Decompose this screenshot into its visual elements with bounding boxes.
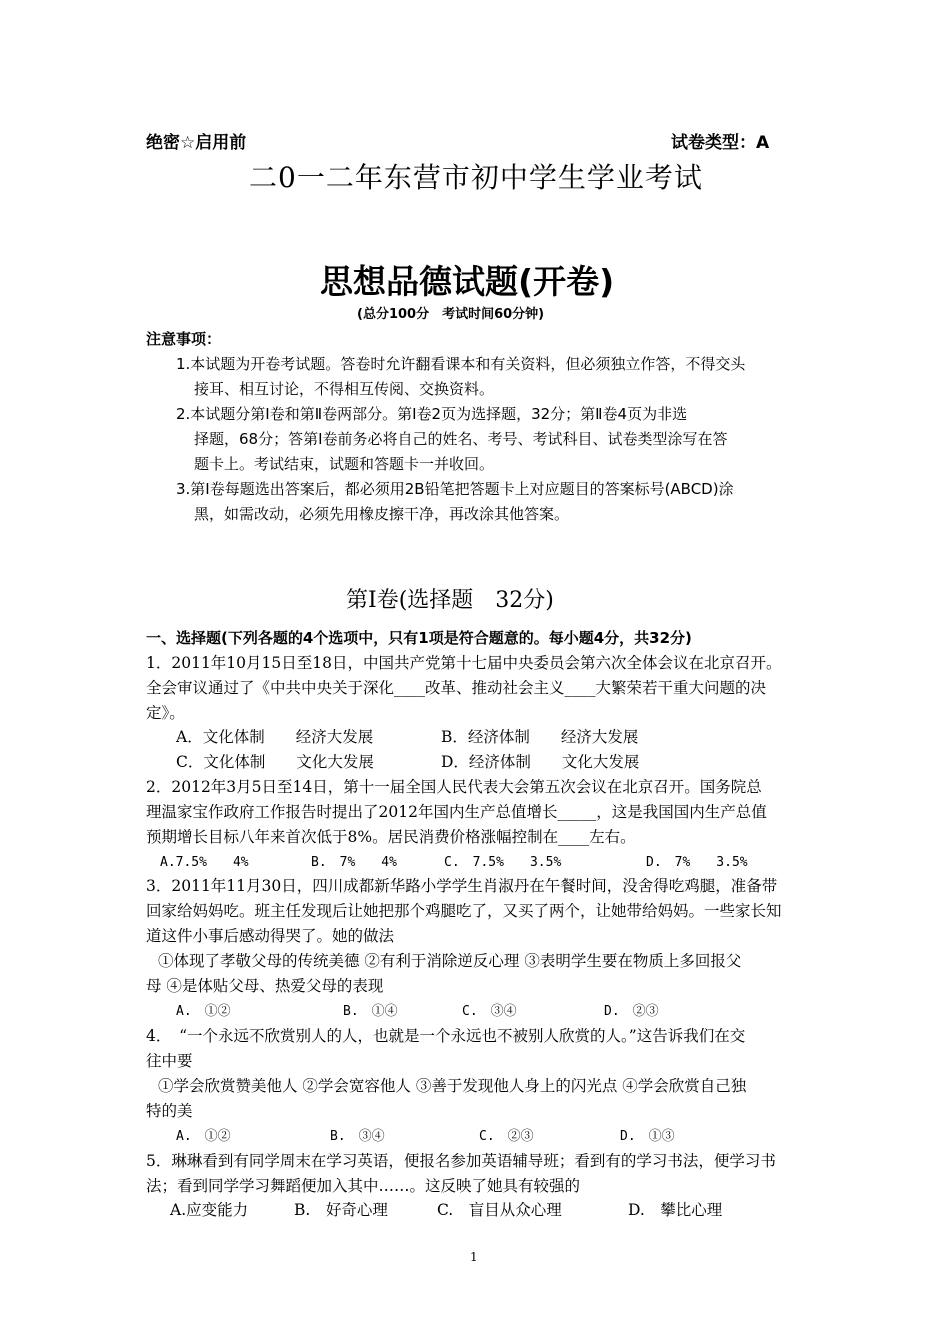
question-1-option-c: C．文化体制 文化大发展 [176, 753, 374, 771]
question-2-option-c: C. 7.5% 3.5% [444, 855, 562, 870]
question-4-option-c: C. ②③ [479, 1129, 534, 1144]
question-5-option-d: D. 攀比心理 [628, 1201, 723, 1219]
note-line: 黑，如需改动，必须先用橡皮擦干净，再改涂其他答案。 [194, 505, 570, 523]
question-1-option-d: D．经济体制 文化大发展 [441, 753, 640, 771]
section-instruction: 一、选择题(下列各题的4个选项中，只有1项是符合题意的。每小题4分，共32分) [146, 629, 692, 647]
exam-meta: (总分100分 考试时间60分钟) [357, 307, 545, 322]
question-4-option-b: B. ③④ [330, 1129, 385, 1144]
question-5-option-c: C. 盲目从众心理 [437, 1201, 562, 1219]
question-4-line: ①学会欣赏赞美他人 ②学会宽容他人 ③善于发现他人身上的闪光点 ④学会欣赏自己独 [158, 1077, 747, 1095]
note-line: 1.本试题为开卷考试题。答卷时允许翻看课本和有关资料，但必须独立作答，不得交头 [176, 355, 746, 373]
note-line: 2.本试题分第Ⅰ卷和第Ⅱ卷两部分。第Ⅰ卷2页为选择题，32分；第Ⅱ卷4页为非选 [176, 405, 688, 423]
question-2-line: 理温家宝作政府工作报告时提出了2012年国内生产总值增长_____，这是我国国内生产总值 [146, 803, 767, 821]
question-2-option-b: B. 7% 4% [311, 855, 397, 870]
question-2-line: 预期增长目标八年来首次低于8%。居民消费价格涨幅控制在____左右。 [146, 828, 636, 846]
exam-title: 思想品德试题(开卷) [320, 262, 615, 301]
question-2-option-a: A.7.5% 4% [160, 855, 249, 870]
note-line: 接耳、相互讨论，不得相互传阅、交换资料。 [194, 380, 495, 398]
section-title: 第Ⅰ卷(选择题 32分) [346, 588, 554, 613]
note-line: 题卡上。考试结束，试题和答题卡一并收回。 [194, 455, 495, 473]
question-1-line: 1．2011年10月15日至18日，中国共产党第十七届中央委员会第六次全体会议在北京召开。 [146, 654, 782, 672]
question-4-line: 4． “一个永远不欣赏别人的人，也就是一个永远也不被别人欣赏的人。”这告诉我们在交 [146, 1027, 746, 1045]
question-3-line: 3．2011年11月30日，四川成都新华路小学学生肖淑丹在午餐时间，没舍得吃鸡腿，准备带 [146, 877, 778, 895]
page-number: 1 [470, 1250, 478, 1264]
question-4-option-d: D. ①③ [620, 1129, 675, 1144]
question-1-option-b: B．经济体制 经济大发展 [441, 728, 639, 746]
question-2-option-d: D. 7% 3.5% [646, 855, 748, 870]
note-line: 择题，68分；答第Ⅰ卷前务必将自己的姓名、考号、考试科目、试卷类型涂写在答 [194, 430, 728, 448]
notes-heading: 注意事项： [146, 330, 222, 348]
question-3-line: ①体现了孝敬父母的传统美德 ②有利于消除逆反心理 ③表明学生要在物质上多回报父 [158, 952, 742, 970]
question-5-line: 5．琳琳看到有同学周末在学习英语，便报名参加英语辅导班；看到有的学习书法，便学习书 [146, 1152, 776, 1170]
question-5-option-b: B. 好奇心理 [294, 1201, 388, 1219]
question-2-line: 2．2012年3月5日至14日，第十一届全国人民代表大会第五次会议在北京召开。国务院总 [146, 778, 762, 796]
note-line: 3.第Ⅰ卷每题选出答案后，都必须用2B铅笔把答题卡上对应题目的答案标号(ABCD)涂 [176, 480, 734, 498]
question-3-line: 回家给妈妈吃。班主任发现后让她把那个鸡腿吃了，又买了两个，让她带给妈妈。一些家长知 [146, 902, 782, 920]
question-3-line: 道这件小事后感动得哭了。她的做法 [146, 927, 395, 945]
question-1-option-a: A．文化体制 经济大发展 [176, 728, 374, 746]
question-4-line: 往中要 [146, 1052, 193, 1070]
confidential-label: 绝密☆启用前 [146, 133, 247, 153]
exam-subtitle: 二0一二年东营市初中学生学业考试 [249, 161, 703, 194]
question-3-option-c: C. ③④ [462, 1004, 517, 1019]
question-3-option-b: B. ①④ [343, 1004, 398, 1019]
question-1-line: 全会审议通过了《中共中央关于深化____改革、推动社会主义____大繁荣若干重大问题的决 [146, 679, 767, 697]
paper-type-label: 试卷类型：A [671, 133, 770, 153]
question-1-line: 定》。 [146, 704, 185, 722]
question-3-line: 母 ④是体贴父母、热爱父母的表现 [146, 977, 384, 995]
question-3-option-a: A. ①② [176, 1004, 231, 1019]
question-5-line: 法；看到同学学习舞蹈便加入其中……。这反映了她具有较强的 [146, 1177, 581, 1195]
question-4-line: 特的美 [146, 1102, 193, 1120]
question-4-option-a: A. ①② [176, 1129, 231, 1144]
question-3-option-d: D. ②③ [604, 1004, 659, 1019]
question-5-option-a: A.应变能力 [170, 1201, 249, 1219]
